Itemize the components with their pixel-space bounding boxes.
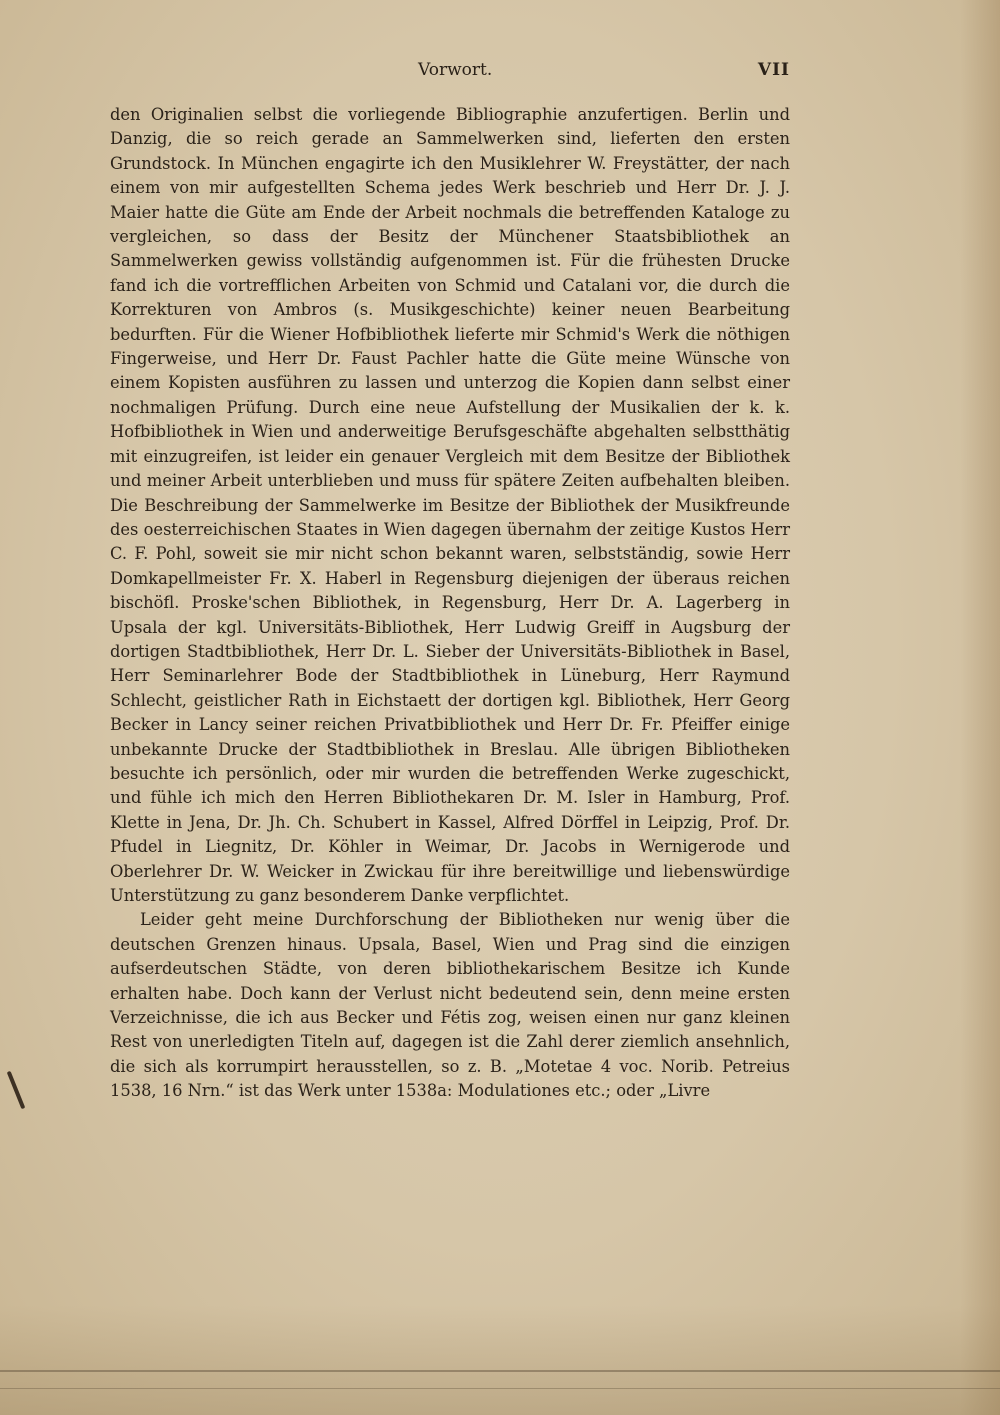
paragraph-1: den Originalien selbst die vorliegende Bibliographie anzufertigen. Berlin und Danzig, die so reich gerade an Sammelwerken sind, lieferten den ersten Grundstock. In München engagirte ich den Musiklehrer W. Freystätter, der nach einem von mir aufgestellten Schema jedes Werk beschrieb und Herr Dr. J. J. Maier hatte die Güte am Ende der Arbeit nochmals die betreffenden Kataloge zu vergleichen, so dass der Besitz der Münchener Staatsbibliothek an Sammelwerken gewiss vollständig aufgenommen ist. Für die frühesten Drucke fand ich die vortrefflichen Arbeiten von Schmid und Catalani vor, die durch die Korrekturen von Ambros (s. Musikgeschichte) keiner neuen Bearbeitung bedurften. Für die Wiener Hofbibliothek lieferte mir Schmid's Werk die nöthigen Fingerweise, und Herr Dr. Faust Pachler hatte die Güte meine Wünsche von einem Kopisten ausführen zu lassen und unterzog die Kopien dann selbst einer nochmaligen Prüfung. Durch eine neue Aufstellung der Musikalien der k. k. Hofbibliothek in Wien und anderweitige Berufsgeschäfte abgehalten selbstthätig mit einzugreifen, ist leider ein genauer Vergleich mit dem Besitze der Bibliothek und meiner Arbeit unterblieben und muss für spätere Zeiten aufbehalten bleiben. Die Beschreibung der Sammelwerke im Besitze der Bibliothek der Musikfreunde des oesterreichischen Staates in Wien dagegen übernahm der zeitige Kustos Herr C. F. Pohl, soweit sie mir nicht schon bekannt waren, selbstständig, sowie Herr Domkapellmeister Fr. X. Haberl in Regensburg diejenigen der überaus reichen bischöfl. Proske'schen Bibliothek, in Regensburg, Herr Dr. A. Lagerberg in Upsala der kgl. Universitäts-Bibliothek, Herr Ludwig Greiff in Augsburg der dortigen Stadtbibliothek, Herr Dr. L. Sieber der Universitäts-Bibliothek in Basel, Herr Seminarlehrer Bode der Stadtbibliothek in Lüneburg, Herr Raymund Schlecht, geistlicher Rath in Eichstaett der dortigen kgl. Bibliothek, Herr Georg Becker in Lancy seiner reichen Privatbibliothek und Herr Dr. Fr. Pfeiffer einige unbekannte Drucke der Stadtbibliothek in Breslau. Alle übrigen Bibliotheken besuchte ich persönlich, oder mir wurden die betreffenden Werke zugeschickt, und fühle ich mich den Herren Bibliothekaren Dr. M. Isler in Hamburg, Prof. Klette in Jena, Dr. Jh. Ch. Schubert in Kassel, Alfred Dörffel in Leipzig, Prof. Dr. Pfudel in Liegnitz, Dr. Köhler in Weimar, Dr. Jacobs in Wernigerode und Oberlehrer Dr. W. Weicker in Zwickau für ihre bereitwillige und liebenswürdige Unterstützung zu ganz besonderem Danke verpflichtet. [110, 105, 790, 905]
page-edge-shadow-right [960, 0, 1000, 1415]
margin-ink-mark [7, 1071, 26, 1110]
page-edge-shadow-bottom [0, 1305, 1000, 1415]
page-number: VII [757, 60, 790, 80]
bottom-rule-line [0, 1370, 1000, 1372]
body-text [110, 103, 790, 1104]
running-head [110, 60, 790, 84]
bottom-rule-line-secondary [0, 1388, 1000, 1389]
paragraph-2: Leider geht meine Durchforschung der Bibliotheken nur wenig über die deutschen Grenzen hinaus. Upsala, Basel, Wien und Prag sind die einzigen aufserdeutschen Städte, von deren bibliothekarischem Besitze ich Kunde erhalten habe. Doch kann der Verlust nicht bedeutend sein, denn meine ersten Verzeichnisse, die ich aus Becker und Fétis zog, weisen einen nur ganz kleinen Rest von unerledigten Titeln auf, dagegen ist die Zahl derer ziemlich ansehnlich, die sich als korrumpirt herausstellen, so z. B. „Motetae 4 voc. Norib. Petreius 1538, 16 Nrn.“ ist das Werk unter 1538a: Modulationes etc.; oder „Livre [110, 910, 790, 1101]
running-title: Vorwort. [418, 60, 493, 80]
